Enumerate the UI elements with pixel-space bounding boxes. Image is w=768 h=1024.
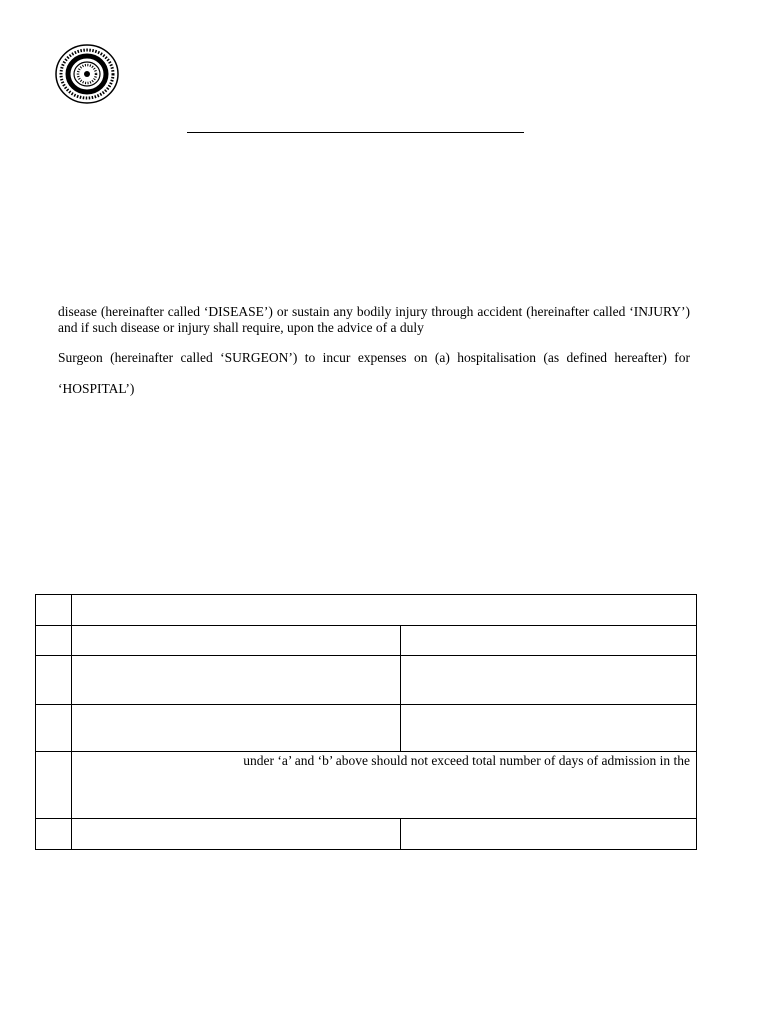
table-cell-r6-left — [71, 818, 401, 850]
table-cell-r1-content — [71, 594, 697, 626]
body-paragraph-hospital: ‘HOSPITAL’) — [58, 381, 135, 396]
seal-logo — [54, 43, 120, 105]
table-row5-text: under ‘a’ and ‘b’ above should not exceed total number of days of admission in the — [243, 753, 690, 768]
table-cell-r2-left — [71, 625, 401, 656]
table-cell-r1-num — [35, 594, 72, 626]
table-cell-r5-num — [35, 751, 72, 819]
table-cell-r3-num — [35, 655, 72, 705]
body-paragraph-surgeon: Surgeon (hereinafter called ‘SURGEON’) to incur expenses on (a) hospitalisation (as defined hereafter) for — [58, 350, 690, 365]
body-paragraph-disease: disease (hereinafter called ‘DISEASE’) or sustain any bodily injury through accident (hereinafter called ‘INJURY’) and if such disease or injury shall require, upon the advice of a duly — [58, 304, 690, 335]
table-cell-r3-right — [400, 655, 697, 705]
table-cell-r4-left — [71, 704, 401, 752]
table-cell-r6-right — [400, 818, 697, 850]
table-cell-r3-left — [71, 655, 401, 705]
table-cell-r5-content — [71, 751, 697, 819]
table-cell-r6-num — [35, 818, 72, 850]
table-cell-r2-right — [400, 625, 697, 656]
table-cell-r4-num — [35, 704, 72, 752]
circular-seal-icon — [56, 45, 118, 103]
title-underline — [187, 132, 524, 133]
table-cell-r4-right — [400, 704, 697, 752]
table-cell-r2-num — [35, 625, 72, 656]
